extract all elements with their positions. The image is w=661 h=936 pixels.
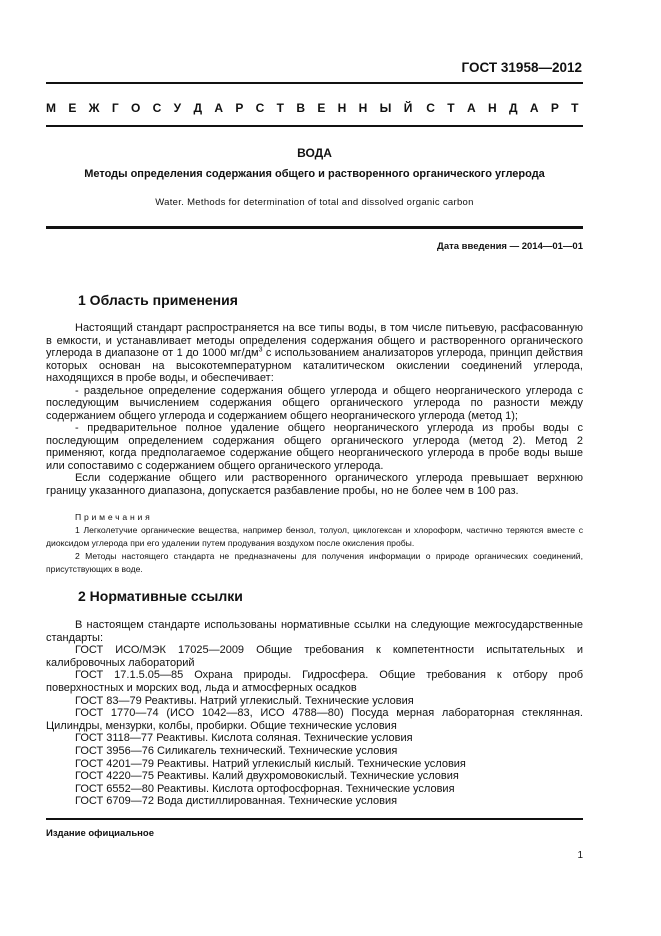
banner-right: С Т А Н Д А Р Т [426,101,583,115]
paragraph: - предварительное полное удаление общего неорганического углерода из пробы воды с последующим определением содержания общего органического углерода (метод 2). Метод 2 применяют, когда предполагаемое содержание общего неорганического углерода в пробе воды выше или сопоставимо с содержанием общего органического углерода. [46,422,583,472]
paragraph: Если содержание общего или растворенного органического углерода превышает верхнюю границу указанного диапазона, допускается разбавление пробы, но не более чем в 100 раз. [46,472,583,497]
standard-code: ГОСТ 31958—2012 [461,60,582,75]
reference-item: ГОСТ 6552—80 Реактивы. Кислота ортофосфорная. Технические условия [75,782,455,795]
banner-rule [46,125,583,127]
text: Настоящий стандарт распространяется на все типы воды, в том числе питьевую, расфасованную в емкости, и устанавливает методы определения содержания общего и растворенного органического углерода в диапазоне от 1 до 1000 мг/дм [46,322,583,359]
reference-item: ГОСТ 4201—79 Реактивы. Натрий углекислый кислый. Технические условия [75,757,466,770]
section-2-body [46,619,583,808]
section-1-body [46,322,583,497]
reference-item: ГОСТ ИСО/МЭК 17025—2009 Общие требования к компетентности испытательных и калибровочных лабораторий [46,644,583,669]
banner-left: М Е Ж Г О С У Д А Р С Т В Е Н Н Ы Й [46,101,417,115]
reference-item: ГОСТ 4220—75 Реактивы. Калий двухромовокислый. Технические условия [75,770,459,783]
banner [46,101,583,115]
reference-item: ГОСТ 6709—72 Вода дистиллированная. Технические условия [75,795,398,808]
reference-item: ГОСТ 17.1.5.05—85 Охрана природы. Гидросфера. Общие требования к отбору проб поверхностных и морских вод, льда и атмосферных осадков [46,669,583,694]
edition-label: Издание официальное [46,828,154,839]
section-1-heading: 1 Область применения [78,292,238,308]
english-title: Water. Methods for determination of total and dissolved organic carbon [155,197,474,208]
section-2-heading: 2 Нормативные ссылки [78,588,243,604]
effective-date: Дата введения — 2014—01—01 [437,241,583,252]
title-rule [46,226,583,229]
reference-item: ГОСТ 3118—77 Реактивы. Кислота соляная. Технические условия [75,732,413,745]
document-title: ВОДА [297,146,332,160]
top-rule [46,82,583,84]
text: с использованием анализаторов углерода, принцип действия которых основан на высокотемпературном каталитическом окислении соединений углерода, находящихся в пробе воды, и обеспечивает: [46,347,583,384]
reference-item: ГОСТ 83—79 Реактивы. Натрий углекислый. Технические условия [75,694,414,707]
note-2: 2 Методы настоящего стандарта не предназначены для получения информации о природе органических соединений, присутствующих в воде. [46,551,583,574]
reference-item: ГОСТ 1770—74 (ИСО 1042—83, ИСО 4788—80) Посуда мерная лабораторная стеклянная. Цилиндры, мензурки, колбы, пробирки. Общие технические условия [46,707,583,732]
page-number: 1 [577,850,583,861]
note-1: 1 Легколетучие органические вещества, например бензол, толуол, циклогексан и хлороформ, частично теряются вместе с диоксидом углерода при его удалении путем продувания воздухом после окисления пробы. [46,525,583,548]
paragraph [46,322,583,385]
document-subtitle: Методы определения содержания общего и растворенного органического углерода [84,168,545,180]
paragraph: - раздельное определение содержания общего углерода и общего неорганического углерода с последующим вычислением содержания общего органического углерода по разности между содержанием общего углерода и содержанием общего неорганического углерода (метод 1); [46,384,583,422]
notes-heading: Примечания [75,512,153,522]
footer-rule [46,818,583,820]
superscript: 3 [258,346,263,354]
notes [46,511,583,576]
intro: В настоящем стандарте использованы нормативные ссылки на следующие межгосударственные стандарты: [46,619,583,644]
reference-item: ГОСТ 3956—76 Силикагель технический. Технические условия [75,744,398,757]
